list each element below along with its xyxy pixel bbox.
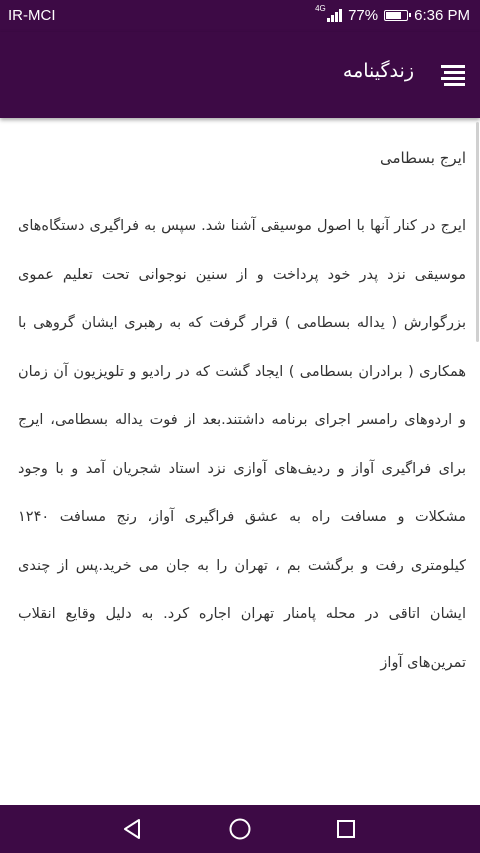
battery-percent: 77% [348, 7, 379, 24]
menu-icon[interactable] [438, 62, 468, 88]
signal-icon [315, 4, 342, 22]
carrier-name: IR-MCI [8, 7, 56, 24]
app-bar [0, 32, 480, 118]
home-icon[interactable] [210, 805, 270, 853]
network-type: 4G [315, 4, 326, 13]
navigation-bar [0, 805, 480, 853]
scrollbar[interactable] [476, 122, 479, 342]
recents-icon[interactable] [316, 805, 376, 853]
article-content[interactable] [18, 118, 466, 805]
article-body: ایرج در کنار آنها با اصول موسیقی آشنا شد. سپس به فراگیری دستگاه‌های موسیقی نزد پدر خود پرداخت و از سنین نوجوانی تحت تعلیم عموی بزرگوارش ( یداله بسطامی ) قرار گرفت که به رهبری ایشان گروهی با همکاری ( برادران بسطامی ) ایجاد گشت که در رادیو و تلویزیون آن زمان و اردوهای رامسر اجرای برنامه داشتند.بعد از فوت یداله بسطامی، ایرج برای فراگیری آواز و ردیف‌های آوازی نزد استاد شجریان آمد و با وجود مشکلات و مسافت راه به عشق فراگیری آواز، رنج مسافت ۱۲۴۰ کیلومتری رفت و برگشت بم ، تهران را به جان می خرید.پس از چندی ایشان اتاقی در محله پامنار تهران اجاره کرد. به دلیل وقایع انقلاب تمرین‌های آواز [18, 218, 466, 671]
status-icons [315, 4, 470, 24]
clock: 6:36 PM [414, 7, 470, 24]
page-title: زندگینامه [342, 60, 414, 82]
back-icon[interactable] [103, 805, 163, 853]
article-heading: ایرج بسطامی [379, 149, 466, 167]
battery-icon [384, 10, 408, 21]
status-bar [0, 0, 480, 32]
